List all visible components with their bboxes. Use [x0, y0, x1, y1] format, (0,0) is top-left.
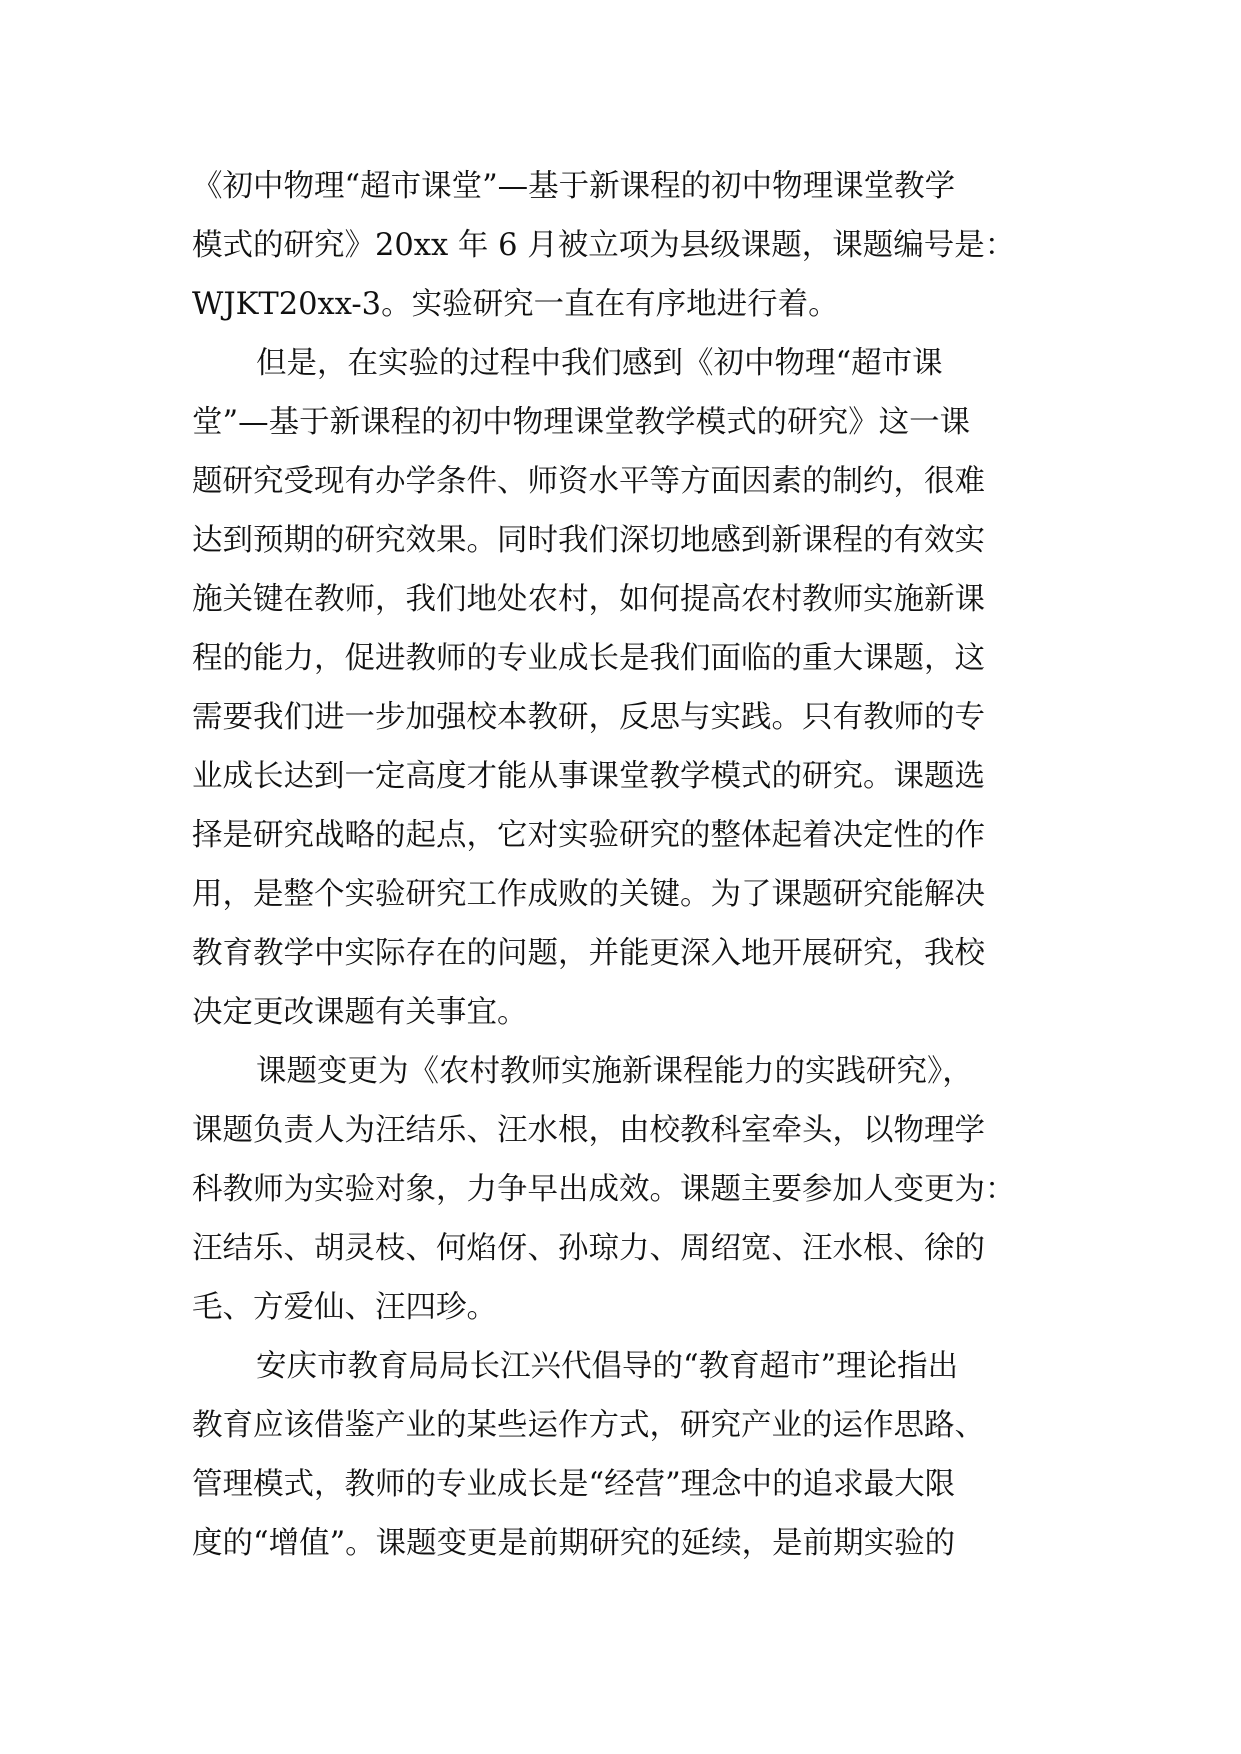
text-line: 安庆市教育局局长江兴代倡导的“教育超市”理论指出 [256, 1349, 959, 1384]
text-line: 择是研究战略的起点，它对实验研究的整体起着决定性的作 [192, 818, 985, 853]
text-line: 模式的研究》20xx 年 6 月被立项为县级课题，课题编号是： [192, 228, 1016, 263]
text-line: 《初中物理“超市课堂”—基于新课程的初中物理课堂教学 [192, 169, 956, 204]
text-line: 教育教学中实际存在的问题，并能更深入地开展研究，我校 [192, 936, 985, 971]
text-line: 课题变更为《农村教师实施新课程能力的实践研究》， [256, 1054, 973, 1089]
text-line: 度的“增值”。课题变更是前期研究的延续，是前期实验的 [192, 1526, 956, 1561]
text-line: 堂”—基于新课程的初中物理课堂教学模式的研究》这一课 [192, 405, 971, 440]
text-line: 课题负责人为汪结乐、汪水根，由校教科室牵头，以物理学 [192, 1113, 985, 1148]
text-line: 决定更改课题有关事宜。 [192, 995, 528, 1030]
text-line: 施关键在教师，我们地处农村，如何提高农村教师实施新课 [192, 582, 985, 617]
text-line: 用，是整个实验研究工作成败的关键。为了课题研究能解决 [192, 877, 985, 912]
text-line: 管理模式，教师的专业成长是“经营”理念中的追求最大限 [192, 1467, 956, 1502]
text-line: 科教师为实验对象，力争早出成效。课题主要参加人变更为： [192, 1172, 1016, 1207]
text-line: 毛、方爱仙、汪四珍。 [192, 1290, 497, 1325]
text-line: 题研究受现有办学条件、师资水平等方面因素的制约，很难 [192, 464, 985, 499]
text-line: 汪结乐、胡灵枝、何焰伢、孙琼力、周绍宽、汪水根、徐的 [192, 1231, 985, 1266]
text-line: 需要我们进一步加强校本教研，反思与实践。只有教师的专 [192, 700, 985, 735]
text-line: 教育应该借鉴产业的某些运作方式，研究产业的运作思路、 [192, 1408, 985, 1443]
text-line: 程的能力，促进教师的专业成长是我们面临的重大课题，这 [192, 641, 985, 676]
text-line: 业成长达到一定高度才能从事课堂教学模式的研究。课题选 [192, 759, 985, 794]
text-line: WJKT20xx-3。实验研究一直在有序地进行着。 [192, 287, 839, 322]
text-line: 达到预期的研究效果。同时我们深切地感到新课程的有效实 [192, 523, 985, 558]
text-line: 但是，在实验的过程中我们感到《初中物理“超市课 [256, 346, 943, 381]
